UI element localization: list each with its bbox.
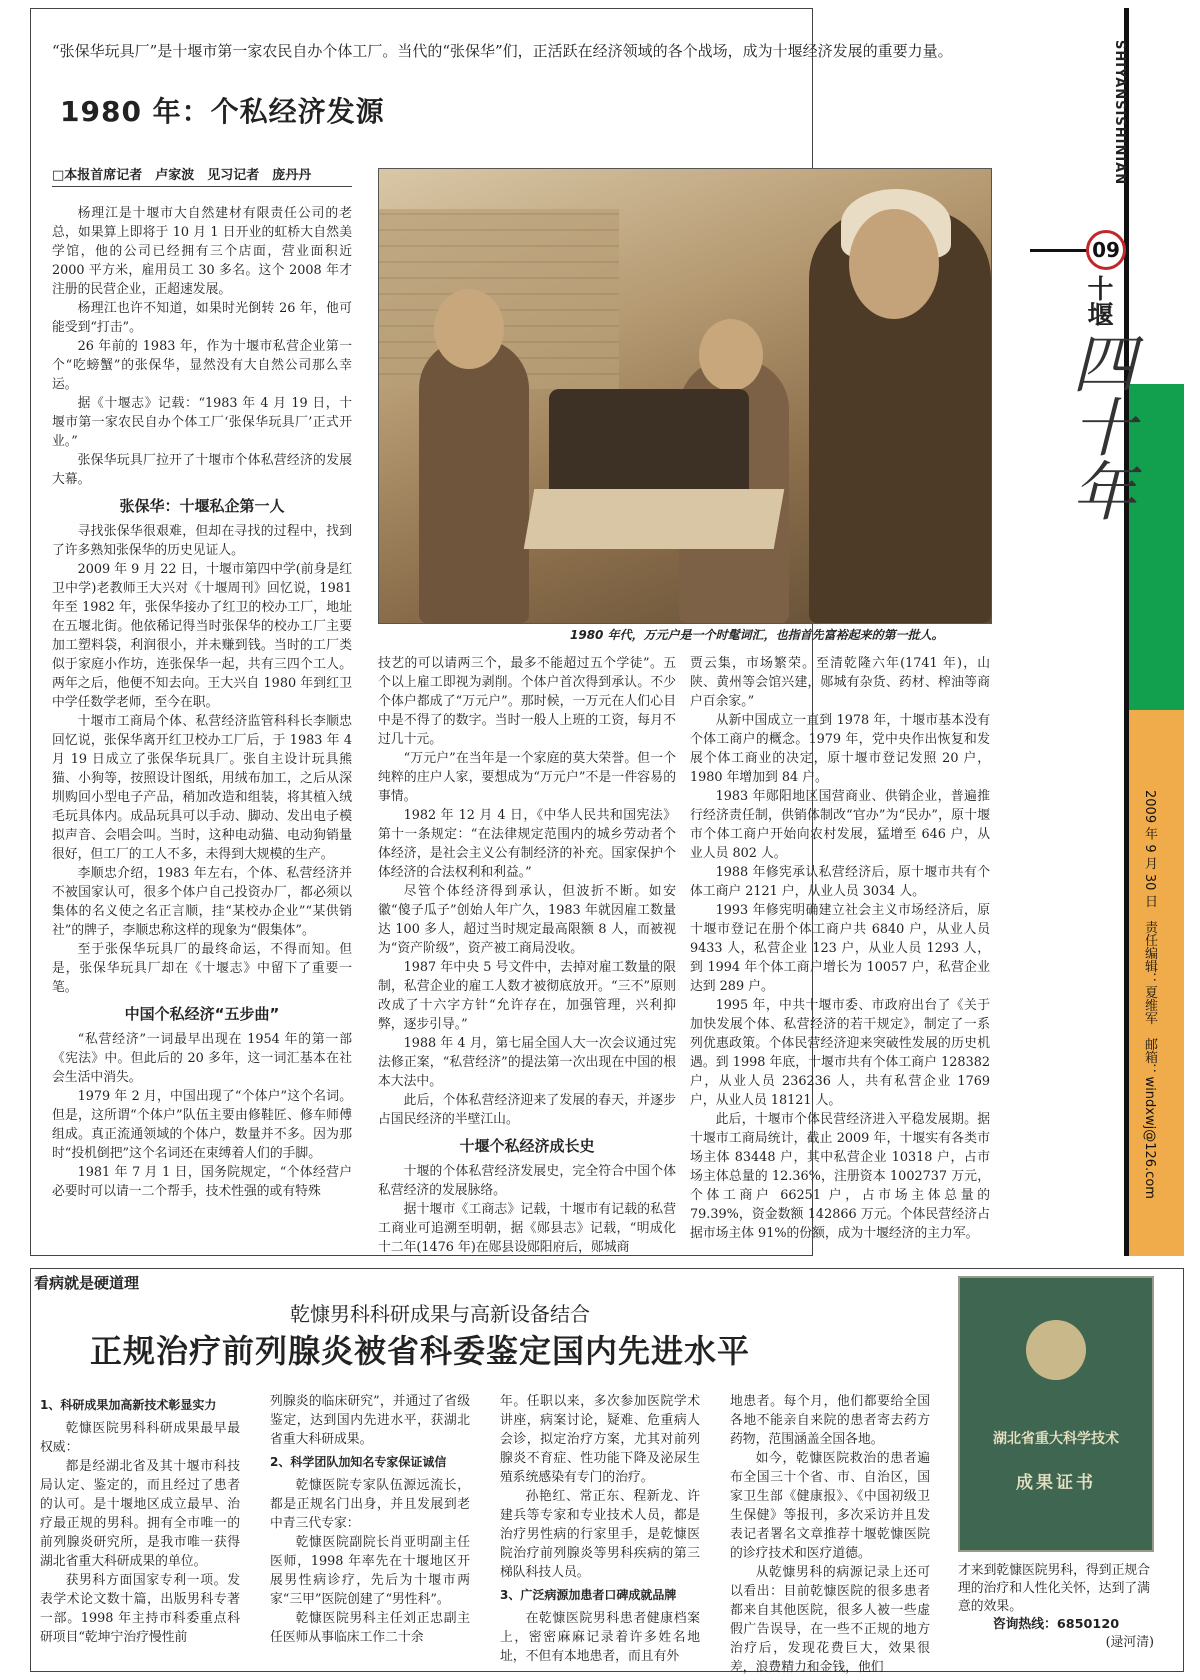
paragraph: 据《十堰志》记载：“1983 年 4 月 19 日，十堰市第一家农民自办个体工厂‘张保华玩具厂’正式开业。” <box>52 396 352 449</box>
section-logo-sishinian: 四十年 <box>1061 330 1135 522</box>
paragraph: 尽管个体经济得到承认，但波折不断。如安徽“傻子瓜子”创始人年广久，1983 年就因雇工数量达 100 多人，超过当时规定最高限额 8 人，而被视为“资产阶级”，资产被工商局没收。 <box>378 884 676 956</box>
ad-author: (逯河清) <box>1105 1635 1154 1650</box>
paragraph: 获男科方面国家专利一项。发表学术论文数十篇，出版男科专著一部。1998 年主持市科委重点科研项目“乾坤宁治疗慢性前 <box>40 1573 240 1645</box>
sidebar-pinyin: SHIYANSISHINIAN <box>1112 40 1127 186</box>
paragraph: 据十堰市《工商志》记载，十堰市有记载的私营工商业可追溯至明朝，据《郧县志》记载，“明成化十二年(1476 年)在郧县设郧阳府后，郧城商 <box>378 1202 676 1255</box>
article-lead: “张保华玩具厂”是十堰市第一家农民自办个体工厂。当代的“张保华”们，正活跃在经济领域的各个战场，成为十堰经济发展的重要力量。 <box>52 42 953 60</box>
ad-column-3 <box>500 1392 700 1666</box>
paragraph: 十堰的个体私营经济发展史，完全符合中国个体私营经济的发展脉络。 <box>378 1164 676 1198</box>
article-column-3 <box>690 654 990 1243</box>
paragraph: 如今，乾慷医院救治的患者遍布全国三十个省、市、自治区，国家卫生部《健康报》、《中国初级卫生保健》等报刊，多次采访并且发表记者署名文章推荐十堰乾慷医院的诊疗技术和医疗道德。 <box>730 1451 930 1561</box>
paragraph: 列腺炎的临床研究”，并通过了省级鉴定，达到国内先进水平，获湖北省重大科研成果。 <box>270 1394 470 1447</box>
ad-headline: 正规治疗前列腺炎被省科委鉴定国内先进水平 <box>90 1332 751 1370</box>
paragraph: 1988 年修宪承认私营经济后，原十堰市共有个体工商户 2121 户，从业人员 3034 人。 <box>690 865 990 899</box>
subheading-zhang: 张保华：十堰私企第一人 <box>119 497 285 515</box>
paragraph: 1995 年，中共十堰市委、市政府出台了《关于加快发展个体、私营经济的若干规定》，制定了一系列优惠政策。个体民营经济迎来突破性发展的历史机遇。到 1998 年底，十堰市共有个体工商户 128382 户，从业人员 236236 人，共有私营企业 1769 户，从业人员 18121 人。 <box>690 998 990 1108</box>
ad-section-heading: 2、科学团队加知名专家保证诚信 <box>270 1455 447 1469</box>
paragraph: 地患者。每个月，他们都要给全国各地不能亲自来院的患者寄去药方药物，范围涵盖全国各地。 <box>730 1394 930 1447</box>
paragraph: 乾慷医院男科主任刘正忠副主任医师从事临床工作二十余 <box>270 1611 470 1645</box>
paragraph: 从新中国成立一直到 1978 年，十堰市基本没有个体工商户的概念。1979 年，党中央作出恢复和发展个体工商业的决定，原十堰市登记发照 20 户，1980 年增加到 84 户。 <box>690 713 990 785</box>
ad-column-2 <box>270 1392 470 1647</box>
paragraph: 2009 年 9 月 22 日，十堰市第四中学(前身是红卫中学)老教师王大兴对《十堰周刊》回忆说，1981 年至 1982 年，张保华接办了红卫的校办工厂，地址在五堰北街。他依稀记得当时张保华的校办工厂主要加工塑料袋，利润很小，并未赚到钱。当时的工厂类似于家庭小作坊，连张保华一起，共有三四个工人。两年之后，他便不知去向。王大兴自 1980 年到红卫中学任数学老师，至今在职。 <box>52 562 352 710</box>
article-column-1 <box>52 204 352 1201</box>
paragraph: 1982 年 12 月 4 日，《中华人民共和国宪法》第十一条规定：“在法律规定范围内的城乡劳动者个体经济，是社会主义公有制经济的补充。国家保护个体经济的合法权利和利益。” <box>378 808 676 880</box>
paragraph: 此后，个体私营经济迎来了发展的春天，并逐步占国民经济的半壁江山。 <box>378 1093 676 1127</box>
paragraph: 乾慷医院男科科研成果最早最权威： <box>40 1421 240 1455</box>
paragraph: 26 年前的 1983 年，作为十堰市私营企业第一个“吃螃蟹”的张保华，显然没有大自然公司那么幸运。 <box>52 339 352 392</box>
date-editor-line: 2009 年 9 月 30 日 责任编辑：夏维军 邮箱：windxwj@126.com <box>1142 790 1157 1199</box>
ad-subtitle: 乾慷男科科研成果与高新设备结合 <box>290 1302 590 1326</box>
national-emblem-icon <box>1026 1320 1086 1380</box>
paragraph: 杨理江是十堰市大自然建材有限责任公司的老总，如果算上即将于 10 月 1 日开业的虹桥大自然美学馆，他的公司已经拥有三个店面，营业面积近 2000 平方米，雇用员工 30 多名。这个 2008 年才注册的民营企业，正超速发展。 <box>52 206 352 297</box>
paragraph: 孙艳红、常正东、程新龙、许建兵等专家和专业技术人员，都是治疗男性病的行家里手，是乾慷医院治疗前列腺炎等男科疾病的第三梯队科技人员。 <box>500 1489 700 1580</box>
paragraph: 1983 年郧阳地区国营商业、供销企业，普遍推行经济责任制，供销体制改“官办”为“民办”，原十堰市个体工商户开始向农村发展，猛增至 646 户，从业人员 802 人。 <box>690 789 990 861</box>
certificate-image <box>958 1276 1154 1552</box>
certificate-subtitle: 成果证书 <box>1016 1473 1096 1493</box>
paragraph: 1979 年 2 月，中国出现了“个体户”这个名词。但是，这所谓“个体户”队伍主要由修鞋匠、修车师傅组成。真正流通领域的个体户，数量并不多。因为那时“投机倒把”这个名词还在束缚着人们的手脚。 <box>52 1089 352 1161</box>
paragraph: 乾慷医院副院长肖亚明副主任医师，1998 年率先在十堰地区开展男性病诊疗，先后为十堰市两家“三甲”医院创建了“男性科”。 <box>270 1535 470 1607</box>
paragraph: 从乾慷男科的病源记录上还可以看出：目前乾慷医院的很多患者都来自其他医院，很多人被一些虚假广告误导，在一些不正规的地方治疗后，发现花费巨大，效果很差，浪费精力和金钱，他们 <box>730 1565 930 1675</box>
ad-column-4 <box>730 1392 930 1677</box>
paragraph: 乾慷医院专家队伍源远流长，都是正规名门出身，并且发展到老中青三代专家： <box>270 1478 470 1531</box>
paragraph: 杨理江也许不知道，如果时光倒转 26 年，他可能受到“打击”。 <box>52 301 352 335</box>
paragraph: 张保华玩具厂拉开了十堰市个体私营经济的发展大幕。 <box>52 453 352 487</box>
ad-closing <box>958 1562 1154 1652</box>
paragraph: 1993 年修宪明确建立社会主义市场经济后，原十堰市登记在册个体工商户共 6840 户，从业人员 9433 人，私营企业 123 户，从业人员 1293 人，到 1994 年个体工商户增长为 10057 户，私营企业达到 289 户。 <box>690 903 990 994</box>
subheading-history: 十堰个私经济成长史 <box>459 1137 595 1155</box>
ad-tag: 看病就是硬道理 <box>34 1274 140 1292</box>
article-byline: □本报首席记者 卢家波 见习记者 庞丹丹 <box>52 164 352 187</box>
ad-hotline: 咨询热线：6850120 <box>992 1617 1120 1632</box>
paragraph: 年。任职以来，多次参加医院学术讲座，病案讨论，疑难、危重病人会诊，拟定治疗方案，尤其对前列腺炎不育症、性功能下降及泌尿生殖系统感染有专门的治疗。 <box>500 1394 700 1485</box>
section-logo-shiyan: 十堰 <box>1083 275 1113 327</box>
ad-section-heading: 3、广泛病源加患者口碑成就品牌 <box>500 1588 677 1602</box>
page-number: 09 <box>1086 230 1126 270</box>
paragraph: 贾云集，市场繁荣。至清乾隆六年(1741 年)，山陕、黄州等会馆兴建，郧城有杂货、药材、榨油等商户百余家。” <box>690 656 990 709</box>
ad-section-heading: 1、科研成果加高新技术彰显实力 <box>40 1398 217 1412</box>
paragraph: 1988 年 4 月，第七届全国人大一次会议通过宪法修正案，“私营经济”的提法第一次出现在中国的根本大法中。 <box>378 1036 676 1089</box>
article-column-2 <box>378 654 676 1257</box>
paragraph: 寻找张保华很艰难，但却在寻找的过程中，找到了许多熟知张保华的历史见证人。 <box>52 524 352 558</box>
article-photo <box>378 168 992 624</box>
paragraph: 都是经湖北省及其十堰市科技局认定、鉴定的，而且经过了患者的认可。是十堰地区成立最早、治疗最正规的男科。拥有全市唯一的前列腺炎研究所，是我市唯一获得湖北省重大科研成果的单位。 <box>40 1459 240 1569</box>
paragraph: 至于张保华玩具厂的最终命运，不得而知。但是，张保华玩具厂却在《十堰志》中留下了重要一笔。 <box>52 942 352 995</box>
ad-column-1 <box>40 1392 240 1647</box>
paragraph: 十堰市工商局个体、私营经济监管科科长李顺忠回忆说，张保华离开红卫校办工厂后，于 1983 年 4 月 19 日成立了张保华玩具厂。张自主设计玩具熊猫、小狗等，按照设计图纸，用绒布加工，之后从深圳购回小型电子产品，稍加改造和组装，将其植入绒毛玩具体内。成品玩具可以手动、脚动、发出电子模拟声音、会唱会叫。当时，这种电动猫、电动狗销量很好，但工厂的工人不多，未得到大规模的生产。 <box>52 714 352 862</box>
article-headline: 1980 年：个私经济发源 <box>60 95 385 128</box>
certificate-title-line: 湖北省重大科学技术 <box>993 1431 1119 1447</box>
paragraph: “私营经济”一词最早出现在 1954 年的第一部《宪法》中。但此后的 20 多年，这一词汇基本在社会生活中消失。 <box>52 1032 352 1085</box>
subheading-five-steps: 中国个私经济“五步曲” <box>124 1005 280 1023</box>
page-number-rule <box>1030 249 1090 252</box>
paragraph: 此后，十堰市个体民营经济进入平稳发展期。据十堰市工商局统计，截止 2009 年，十堰实有各类市场主体 83448 户，其中私营企业 10318 户，占市场主体总量的 12.36%，注册资本 1002737 万元，个体工商户 66251 户，占市场主体总量的 79.39%，资金数额 142866 万元。个体民营经济占据市场主体 91%的份额，成为十堰经济的主力军。 <box>690 1112 990 1241</box>
paragraph: 在乾慷医院男科患者健康档案上，密密麻麻记录着许多姓名地址，不但有本地患者，而且有外 <box>500 1611 700 1664</box>
ad-closing-text: 才来到乾慷医院男科，得到正规合理的治疗和人性化关怀，达到了满意的效果。 <box>958 1563 1150 1614</box>
paragraph: 技艺的可以请两三个，最多不能超过五个学徒”。五个以上雇工即视为剥削。个体户首次得到承认。不少个体户都成了“万元户”。那时候，一万元在人们心目中是不得了的数字。当时一般人上班的工资，每月不过几十元。 <box>378 656 676 747</box>
paragraph: 李顺忠介绍，1983 年左右，个体、私营经济并不被国家认可，很多个体户自己投资办厂，都必须以集体的名义使之名正言顺，挂“某校办企业”“某供销社”的牌子，李顺忠称这样的现象为“假集体”。 <box>52 866 352 938</box>
paragraph: 1987 年中央 5 号文件中，去掉对雇工数量的限制，私营企业的雇工人数才被彻底放开。“三不”原则改成了十六字方针“允许存在，加强管理，兴利抑弊，逐步引导。” <box>378 960 676 1032</box>
photo-caption: 1980 年代，万元户是一个时髦词汇，也指首先富裕起来的第一批人。 <box>570 628 944 642</box>
paragraph: 1981 年 7 月 1 日，国务院规定，“个体经营户必要时可以请一二个帮手，技术性强的或有特殊 <box>52 1165 352 1199</box>
paragraph: “万元户”在当年是一个家庭的莫大荣誉。但一个纯粹的庄户人家，要想成为“万元户”不是一件容易的事情。 <box>378 751 676 804</box>
